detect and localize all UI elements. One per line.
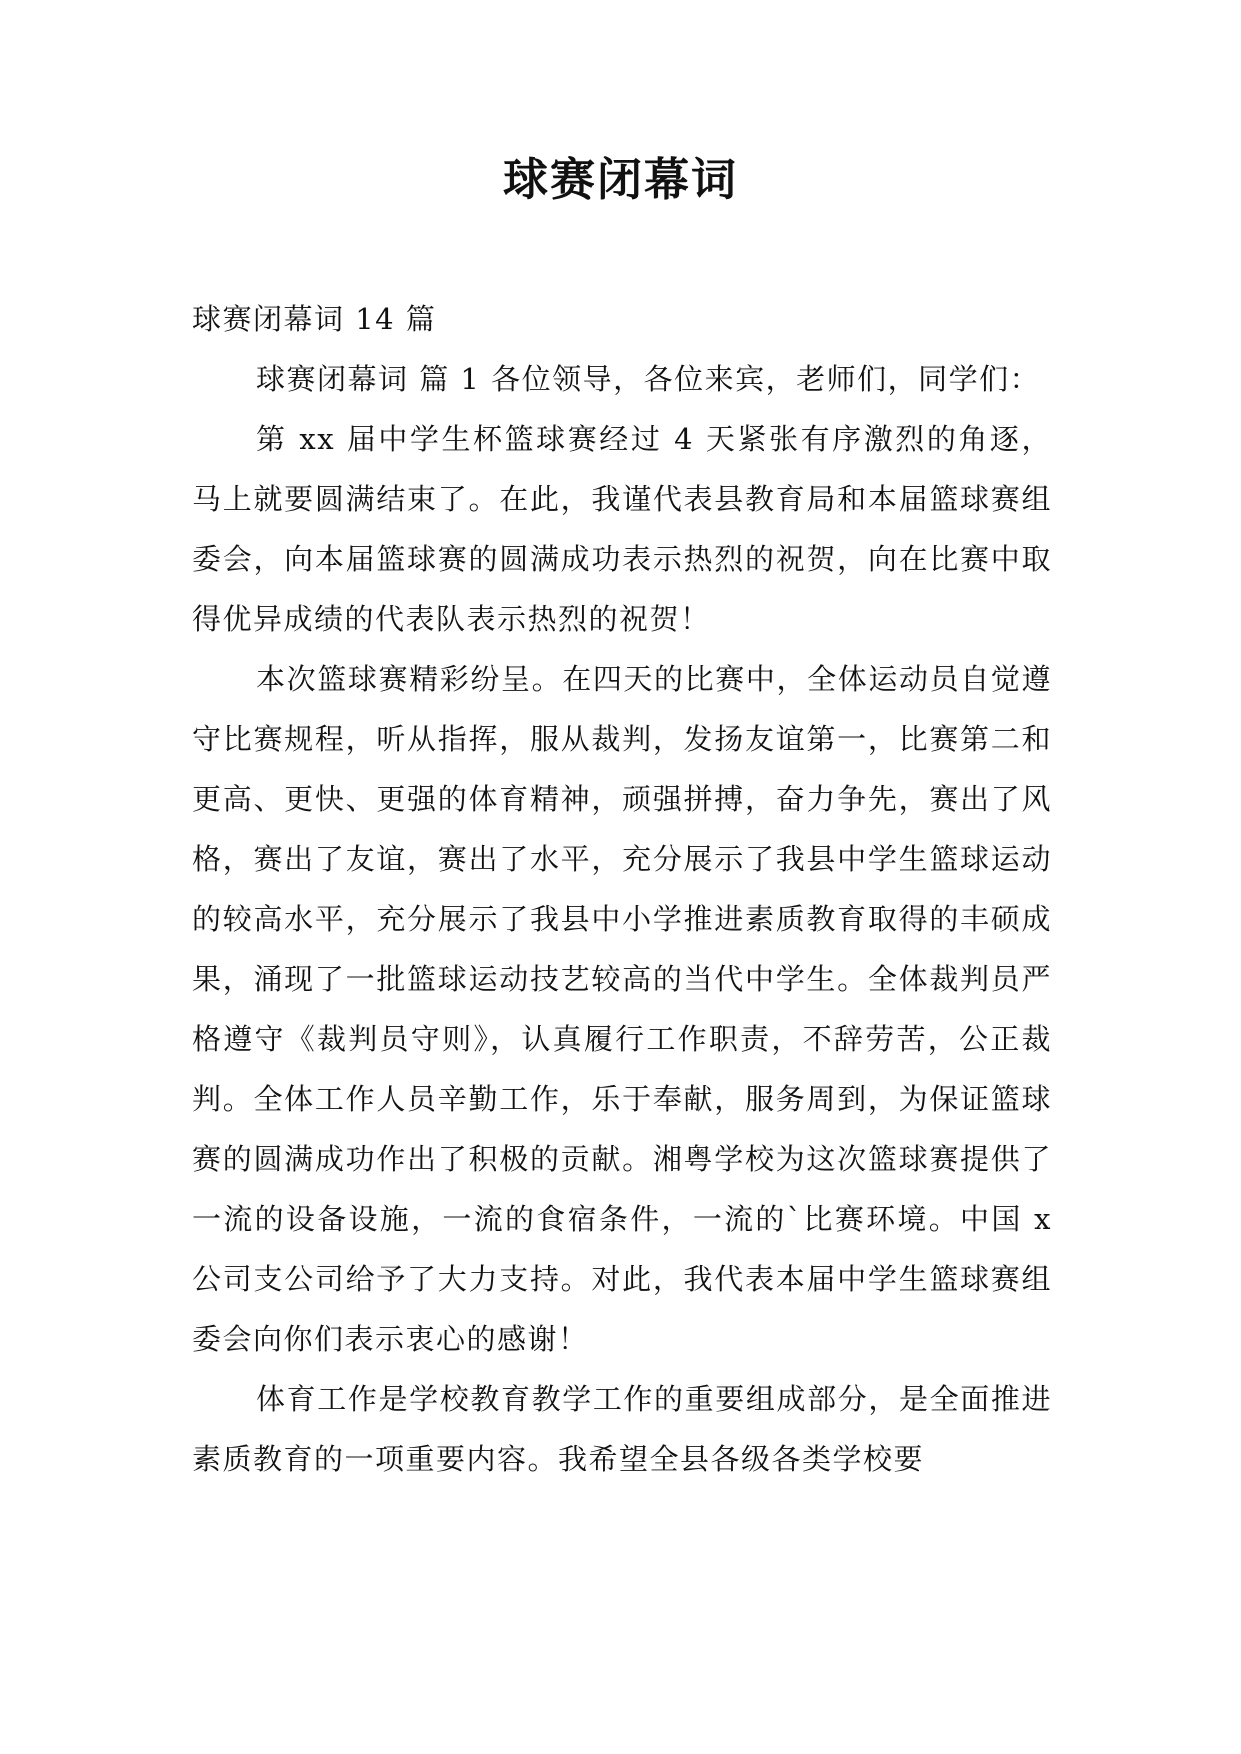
document-subtitle: 球赛闭幕词 14 篇: [192, 302, 437, 336]
paragraph: 本次篮球赛精彩纷呈。在四天的比赛中，全体运动员自觉遵守比赛规程，听从指挥，服从裁判，发扬友谊第一，比赛第二和更高、更快、更强的体育精神，顽强拼搏，奋力争先，赛出了风格，赛出了友谊，赛出了水平，充分展示了我县中学生篮球运动的较高水平，充分展示了我县中小学推进素质教育取得的丰硕成果，涌现了一批篮球运动技艺较高的当代中学生。全体裁判员严格遵守《裁判员守则》，认真履行工作职责，不辞劳苦，公正裁判。全体工作人员辛勤工作，乐于奉献，服务周到，为保证篮球赛的圆满成功作出了积极的贡献。湘粤学校为这次篮球赛提供了一流的设备设施，一流的食宿条件，一流的`比赛环境。中国 x 公司支公司给予了大力支持。对此，我代表本届中学生篮球赛组委会向你们表示衷心的感谢！: [192, 662, 1052, 1356]
paragraph: 第 xx 届中学生杯篮球赛经过 4 天紧张有序激烈的角逐，马上就要圆满结束了。在此，我谨代表县教育局和本届篮球赛组委会，向本届篮球赛的圆满成功表示热烈的祝贺，向在比赛中取得优异成绩的代表队表示热烈的祝贺！: [192, 422, 1052, 636]
paragraph: 体育工作是学校教育教学工作的重要组成部分，是全面推进素质教育的一项重要内容。我希望全县各级各类学校要: [192, 1382, 1052, 1476]
document-body: [192, 289, 1052, 1489]
paragraph: 球赛闭幕词 篇 1 各位领导，各位来宾，老师们，同学们：: [256, 362, 1041, 396]
document-title: 球赛闭幕词: [502, 153, 738, 206]
